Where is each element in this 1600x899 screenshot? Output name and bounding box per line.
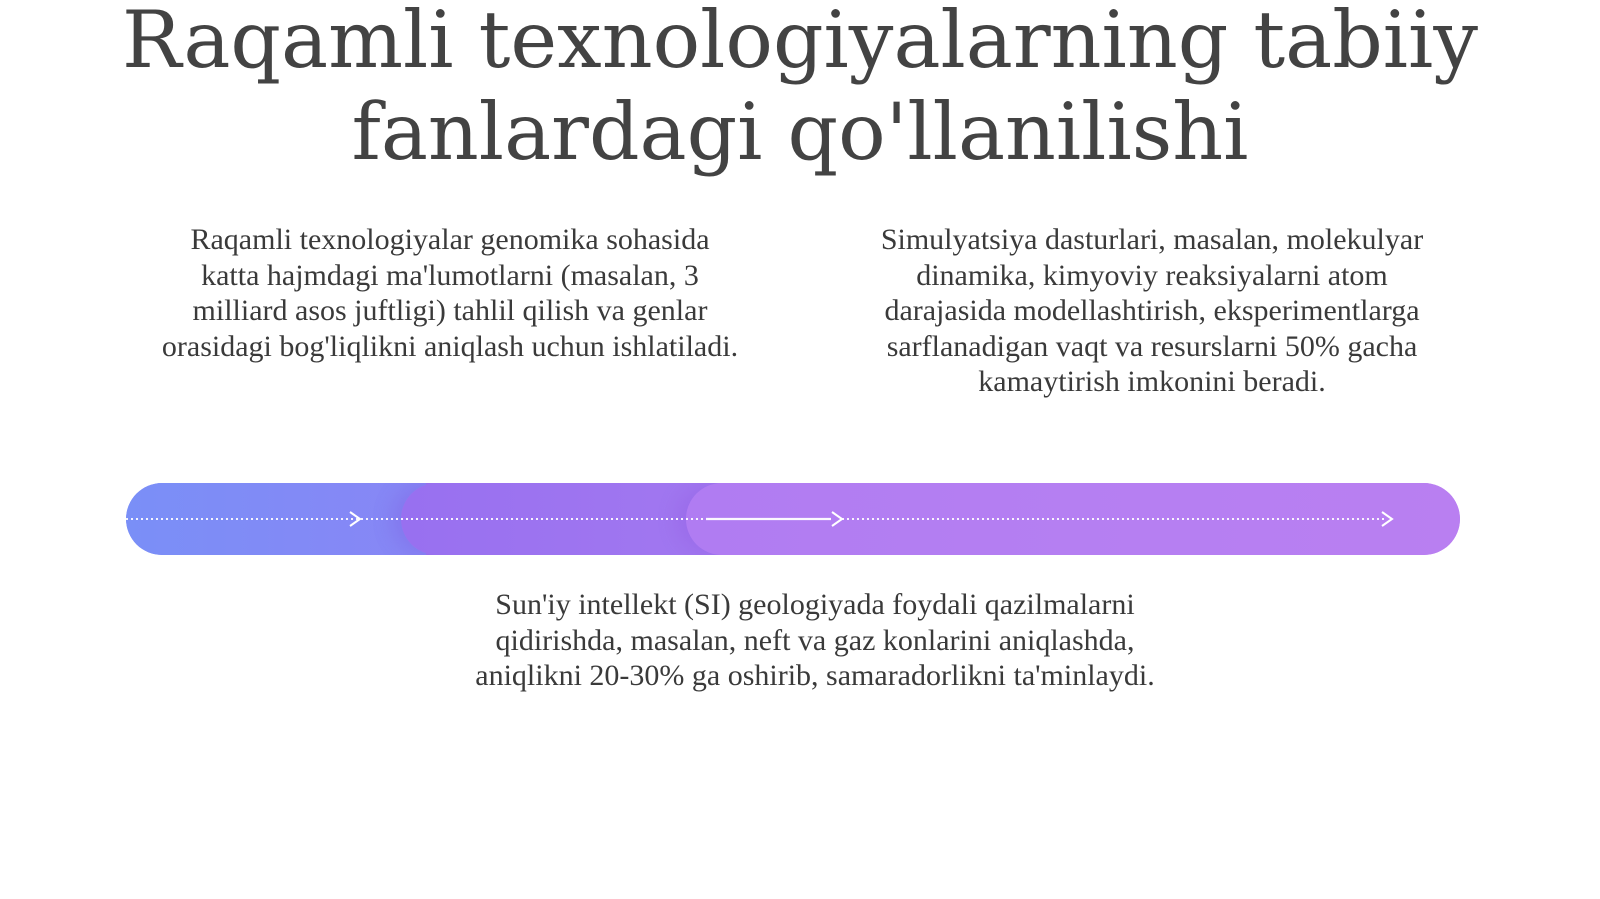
arrow-right-icon — [832, 512, 842, 526]
text-block-ai-geology: Sun'iy intellekt (SI) geologiyada foydali qazilmalarni qidirishda, masalan, neft va gaz konlarini aniqlashda, aniqlikni 20-30% ga oshirib, samaradorlikni ta'minlaydi. — [475, 588, 1155, 692]
text-block-genomics: Raqamli texnologiyalar genomika sohasida katta hajmdagi ma'lumotlarni (masalan, 3 milliard asos juftligi) tahlil qilish va genlar orasidagi bog'liqlikni aniqlash uchun ishlatiladi. — [161, 223, 739, 363]
text-block-simulation: Simulyatsiya dasturlari, masalan, molekulyar dinamika, kimyoviy reaksiyalarni atom darajasida modellashtirish, eksperimentlarga sarflanadigan vaqt va resurslarni 50% gacha kamaytirish imkonini beradi. — [880, 223, 1424, 398]
slide-title: Raqamli texnologiyalarning tabiiy fanlardagi qo'llanilishi — [122, 0, 1478, 178]
timeline-arrows — [126, 483, 1460, 555]
timeline-bar — [126, 483, 1460, 555]
